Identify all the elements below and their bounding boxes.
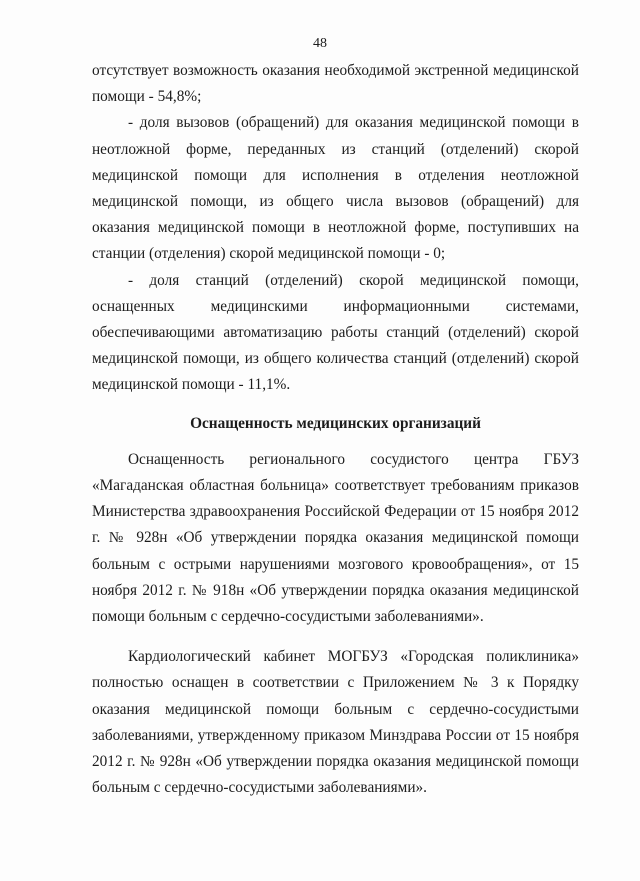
page-number: 48 bbox=[313, 36, 327, 51]
paragraph-vascular-center-equipment: Оснащенность регионального сосудистого центра ГБУЗ «Магаданская областная больница» соответствует требованиям приказов Министерства здравоохранения Российской Федерации от 15 ноября 2012 г. № 928н «Об утверждении порядка оказания медицинской помощи больным с острыми нарушениями мозгового кровообращения», от 15 ноября 2012 г. № 918н «Об утверждении порядка оказания медицинской помощи больным с сердечно-сосудистыми заболеваниями». bbox=[92, 450, 579, 626]
paragraph-cardiology-office: Кардиологический кабинет МОГБУЗ «Городская поликлиника» полностью оснащен в соответствии с Приложением № 3 к Порядку оказания медицинской помощи больным с сердечно-сосудистыми заболеваниями, утвержденному приказом Минздрава России от 15 ноября 2012 г. № 928н «Об утверждении порядка оказания медицинской помощи больным с сердечно-сосудистыми заболеваниями». bbox=[92, 648, 579, 797]
section-heading: Оснащенность медицинских организаций bbox=[190, 414, 481, 432]
paragraph-urgent-calls-share: - доля вызовов (обращений) для оказания медицинской помощи в неотложной форме, переданных из станций (отделений) скорой медицинской помощи для исполнения в отделения неотложной медицинской помощи, из общего числа вызовов (обращений) для оказания медицинской помощи в неотложной форме, поступивших на станции (отделения) скорой медицинской помощи - 0; bbox=[92, 114, 579, 263]
paragraph-emergency-care: отсутствует возможность оказания необходимой экстренной медицинской помощи - 54,8%; bbox=[92, 62, 579, 106]
paragraph-gap bbox=[92, 630, 579, 644]
paragraph-information-systems-share: - доля станций (отделений) скорой медицинской помощи, оснащенных медицинскими информационными системами, обеспечивающими автоматизацию работы станций (отделений) скорой медицинской помощи, из общего количества станций (отделений) скорой медицинской помощи - 11,1%. bbox=[92, 271, 579, 394]
document-body bbox=[92, 58, 579, 801]
